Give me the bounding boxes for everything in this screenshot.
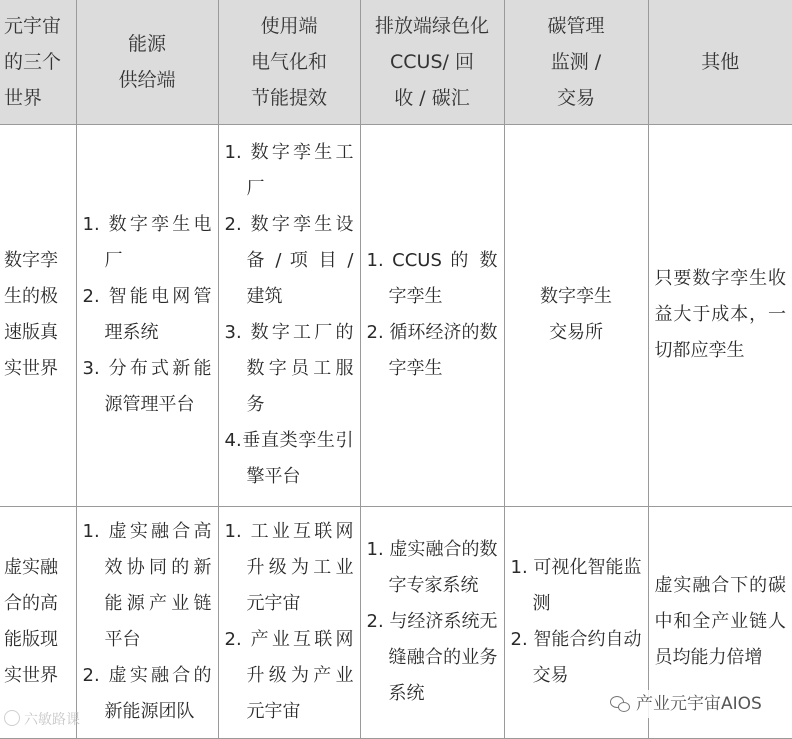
row-label-digital-twin (0, 124, 76, 506)
wechat-icon (610, 696, 630, 712)
header-text: 能源 (77, 26, 218, 62)
list-item: 3. 分布式新能源管理平台 (83, 351, 212, 423)
list-item: 1. 可视化智能监测 (511, 550, 642, 622)
cell-other (648, 124, 792, 506)
list-item: 1. 虚实融合高效协同的新能源产业链平台 (83, 514, 212, 658)
header-text: 监测 / (505, 44, 648, 80)
row-label-text: 生的极 (4, 279, 76, 315)
watermark-right (606, 690, 766, 718)
cell-usage (218, 124, 360, 506)
header-text: 收 / 碳汇 (361, 80, 504, 116)
list-item: 2. 与经济系统无缝融合的业务系统 (367, 604, 498, 712)
row-label-text: 实世界 (4, 658, 76, 694)
header-text: 碳管理 (505, 8, 648, 44)
list-item: 2. 产业互联网升级为产业元宇宙 (225, 622, 354, 730)
list-item: 2. 循环经济的数字孪生 (367, 315, 498, 387)
header-usage (218, 0, 360, 124)
row-label-text: 速版真 (4, 315, 76, 351)
cell-emission (360, 506, 504, 738)
cell-usage (218, 506, 360, 738)
cell-supply (76, 506, 218, 738)
cell-text: 数字孪生 (505, 279, 648, 315)
row-label-text: 合的高 (4, 586, 76, 622)
row-label-text: 能版现 (4, 622, 76, 658)
header-text: 其他 (649, 44, 792, 80)
list-item: 4.垂直类孪生引擎平台 (225, 423, 354, 495)
cell-text: 只要数字孪生收益大于成本，一切都应孪生 (649, 261, 792, 369)
list-item: 2. 智能合约自动交易 (511, 622, 642, 694)
list-item: 2. 虚实融合的新能源团队 (83, 658, 212, 730)
list-item: 1. 虚实融合的数字专家系统 (367, 532, 498, 604)
logo-icon (4, 710, 20, 726)
cell-text: 虚实融合下的碳中和全产业链人员均能力倍增 (649, 568, 792, 676)
header-worlds (0, 0, 76, 124)
header-text: 元宇宙 (4, 8, 76, 44)
header-text: 的三个 (4, 44, 76, 80)
cell-text: 交易所 (505, 315, 648, 351)
watermark-right-text: 产业元宇宙AIOS (636, 690, 762, 718)
header-text: 使用端 (219, 8, 360, 44)
list-item: 1. 数字孪生电厂 (83, 207, 212, 279)
header-text: 节能提效 (219, 80, 360, 116)
header-energy-supply (76, 0, 218, 124)
header-row (0, 0, 792, 124)
row-label-text: 数字孪 (4, 243, 76, 279)
row-label-virtual-real (0, 506, 76, 738)
header-text: 电气化和 (219, 44, 360, 80)
header-text: CCUS/ 回 (361, 44, 504, 80)
header-text: 排放端绿色化 (361, 8, 504, 44)
list-item: 1. CCUS 的 数字孪生 (367, 243, 498, 315)
header-emission (360, 0, 504, 124)
watermark-left-text: 六敏路课 (24, 712, 80, 728)
row-label-text: 虚实融 (4, 550, 76, 586)
header-text: 世界 (4, 80, 76, 116)
header-text: 供给端 (77, 62, 218, 98)
cell-emission (360, 124, 504, 506)
row-label-text: 实世界 (4, 351, 76, 387)
list-item: 1. 工业互联网升级为工业元宇宙 (225, 514, 354, 622)
table-row-digital-twin (0, 124, 792, 506)
list-item: 1. 数字孪生工厂 (225, 135, 354, 207)
cell-carbon (504, 124, 648, 506)
watermark-left (4, 708, 80, 732)
list-item: 2. 数字孪生设备 / 项 目 / 建筑 (225, 207, 354, 315)
header-other (648, 0, 792, 124)
header-text: 交易 (505, 80, 648, 116)
list-item: 3. 数字工厂的数字员工服务 (225, 315, 354, 423)
header-carbon-management (504, 0, 648, 124)
cell-supply (76, 124, 218, 506)
list-item: 2. 智能电网管理系统 (83, 279, 212, 351)
